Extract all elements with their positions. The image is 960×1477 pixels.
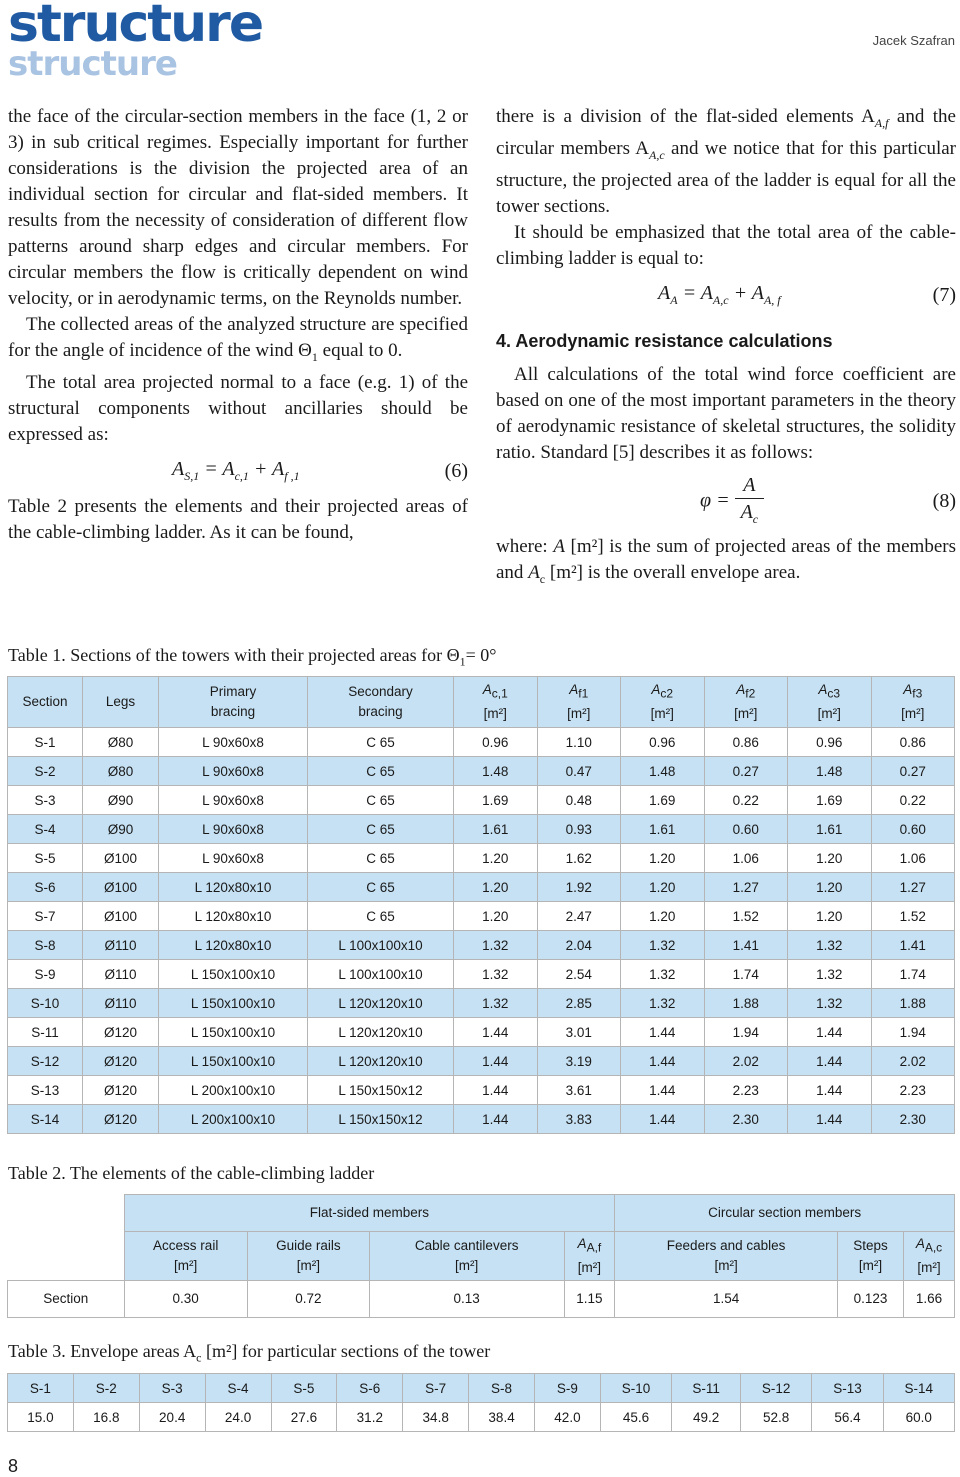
table-cell: 1.44 [454, 1047, 538, 1076]
table-row [8, 786, 955, 815]
table-cell: 1.15 [564, 1281, 615, 1318]
table-cell: S-13 [812, 1374, 883, 1403]
table-cell: Ø90 [83, 786, 159, 815]
table-cell: 1.20 [788, 873, 872, 902]
table-cell: S-8 [8, 931, 83, 960]
table-cell: Ø110 [83, 989, 159, 1018]
col-header: $A_{c3}$ [m²] [788, 677, 872, 728]
table-cell: 1.41 [704, 931, 788, 960]
logo-secondary: structure [8, 44, 177, 84]
table-cell: 0.72 [247, 1281, 369, 1318]
paragraph: there is a division of the flat-sided elements $A_{A,f}$ and the circular members $A_{A,c}$ and we notice that for this particular structure, the projected area of the ladder is equal for all the tower sections. [496, 106, 956, 217]
table-cell: 0.27 [871, 757, 955, 786]
paragraph: All calculations of the total wind force coefficient are based on one of the most important parameters in the theory of aerodynamic resistance of skeletal structures, the solidity ratio. Standard [5] describes it as follows: [496, 363, 956, 463]
table-cell: Ø110 [83, 931, 159, 960]
table-cell: 1.06 [871, 844, 955, 873]
table-cell: 1.44 [454, 1018, 538, 1047]
table-cell: 60.0 [883, 1403, 954, 1432]
table-cell: 1.52 [871, 902, 955, 931]
table-header-row [8, 1374, 955, 1403]
paragraph: The collected areas of the analyzed structure are specified for the angle of incidence of the wind $\Theta_1$ equal to 0. [8, 314, 468, 364]
table-cell: 49.2 [672, 1403, 741, 1432]
group-header-circular: Circular section members [615, 1195, 955, 1232]
table-cell: Ø100 [83, 902, 159, 931]
table3-caption: Table 3. Envelope areas $A_c$ [m²] for particular sections of the tower [8, 1341, 491, 1365]
table-cell: 0.27 [704, 757, 788, 786]
table-cell: C 65 [308, 844, 454, 873]
table-row [8, 873, 955, 902]
table-cell: L 120x80x10 [159, 931, 308, 960]
table-cell: 1.44 [621, 1047, 705, 1076]
table-row [8, 815, 955, 844]
table-row [8, 1403, 955, 1432]
table-cell: 0.13 [369, 1281, 564, 1318]
paragraph: Table 2 presents the elements and their projected areas of the cable-climbing ladder. As it can be found, [8, 495, 468, 543]
table-cell: 1.32 [788, 960, 872, 989]
table-cell: S-12 [8, 1047, 83, 1076]
col-header: Section [8, 677, 83, 728]
table-cell: 2.23 [871, 1076, 955, 1105]
section-heading: 4. Aerodynamic resistance calculations [496, 330, 833, 351]
table-cell: 38.4 [469, 1403, 535, 1432]
table-cell: 0.30 [124, 1281, 247, 1318]
table-cell: Ø100 [83, 873, 159, 902]
table2 [7, 1194, 955, 1318]
table-cell: 1.20 [621, 902, 705, 931]
table-row [8, 989, 955, 1018]
table-cell: 0.96 [621, 728, 705, 757]
table-cell: L 120x120x10 [308, 1018, 454, 1047]
logo-primary: structure [8, 0, 263, 54]
table-cell: 2.23 [704, 1076, 788, 1105]
col-header: Steps [m²] [837, 1232, 903, 1281]
table-cell: L 150x150x12 [308, 1105, 454, 1134]
table-cell: L 90x60x8 [159, 728, 308, 757]
table-cell: Ø100 [83, 844, 159, 873]
table-cell: 45.6 [600, 1403, 671, 1432]
table1-caption: Table 1. Sections of the towers with their projected areas for $\Theta_1= 0^\circ$ [8, 645, 497, 669]
table-cell: S-5 [8, 844, 83, 873]
table-cell: 1.20 [788, 844, 872, 873]
table-cell: 1.69 [788, 786, 872, 815]
table-cell: 1.32 [621, 989, 705, 1018]
table-cell: 0.86 [871, 728, 955, 757]
table-cell: S-4 [205, 1374, 271, 1403]
table-cell: 0.96 [454, 728, 538, 757]
table-cell: 3.61 [537, 1076, 621, 1105]
table-row [8, 960, 955, 989]
table-cell: S-3 [139, 1374, 205, 1403]
group-header-flat: Flat-sided members [124, 1195, 615, 1232]
table-cell: 1.44 [621, 1018, 705, 1047]
table-cell: S-7 [8, 902, 83, 931]
equation-number: (8) [932, 489, 956, 512]
table-cell: 1.20 [454, 844, 538, 873]
table-cell: 0.48 [537, 786, 621, 815]
table-cell: C 65 [308, 728, 454, 757]
table-cell: 0.86 [704, 728, 788, 757]
table3 [7, 1373, 955, 1432]
col-header: $A_{f3}$ [m²] [871, 677, 955, 728]
table-cell: 1.27 [871, 873, 955, 902]
table-cell: 3.19 [537, 1047, 621, 1076]
table-cell: S-8 [469, 1374, 535, 1403]
table-cell: 1.32 [621, 960, 705, 989]
equation-8: φ = $\frac{A}{A_c}$ (8) [700, 473, 956, 526]
table-cell: 1.44 [788, 1105, 872, 1134]
table-cell: Ø120 [83, 1105, 159, 1134]
table-cell: 1.20 [454, 873, 538, 902]
table-cell: 1.20 [454, 902, 538, 931]
table-cell: S-11 [8, 1018, 83, 1047]
table-cell: 0.123 [837, 1281, 903, 1318]
table-cell: 1.48 [454, 757, 538, 786]
table-cell: 1.61 [788, 815, 872, 844]
table-cell: 2.02 [871, 1047, 955, 1076]
table-cell: S-4 [8, 815, 83, 844]
col-header: Legs [83, 677, 159, 728]
journal-logo [8, 0, 278, 90]
table-cell: 34.8 [403, 1403, 469, 1432]
col-header: Primary bracing [159, 677, 308, 728]
table-row [8, 902, 955, 931]
table-cell: Ø90 [83, 815, 159, 844]
table-cell: 16.8 [73, 1403, 139, 1432]
equation-7: $A_A = A_{A,c} + A_{A, f}$ (7) [658, 281, 956, 307]
table-cell: 2.47 [537, 902, 621, 931]
paragraph: The total area projected normal to a face (e.g. 1) of the structural components without ancillaries should be expressed as: [8, 371, 468, 445]
col-header: $A_{f2}$ [m²] [704, 677, 788, 728]
table-cell: 1.44 [621, 1076, 705, 1105]
table-cell: 1.48 [788, 757, 872, 786]
table-row [8, 1105, 955, 1134]
table-cell: L 120x120x10 [308, 989, 454, 1018]
table-cell: 20.4 [139, 1403, 205, 1432]
table-cell: 1.44 [454, 1105, 538, 1134]
table-cell: L 90x60x8 [159, 786, 308, 815]
table-cell: 0.22 [704, 786, 788, 815]
table-cell: L 200x100x10 [159, 1076, 308, 1105]
table-cell: 56.4 [812, 1403, 883, 1432]
page-number: 8 [8, 1456, 19, 1476]
table-header-row [8, 677, 955, 728]
table-row [8, 1076, 955, 1105]
table-cell: S-14 [8, 1105, 83, 1134]
table-cell: 1.94 [871, 1018, 955, 1047]
table-cell: 15.0 [8, 1403, 74, 1432]
table-cell: S-5 [271, 1374, 337, 1403]
table-cell: L 150x100x10 [159, 989, 308, 1018]
paragraph: It should be emphasized that the total area of the cable-climbing ladder is equal to: [496, 221, 956, 269]
table-cell: C 65 [308, 786, 454, 815]
table-cell: 42.0 [535, 1403, 601, 1432]
table-cell: L 100x100x10 [308, 931, 454, 960]
table-cell: Ø120 [83, 1018, 159, 1047]
table-row [8, 757, 955, 786]
table-cell: 0.93 [537, 815, 621, 844]
table-cell: S-1 [8, 728, 83, 757]
table-cell: 1.32 [788, 931, 872, 960]
table2-caption: Table 2. The elements of the cable-climbing ladder [8, 1163, 375, 1183]
table-cell: 1.44 [788, 1076, 872, 1105]
table-cell: S-14 [883, 1374, 954, 1403]
table-cell: L 90x60x8 [159, 815, 308, 844]
table-cell: 1.61 [621, 815, 705, 844]
table-cell: 1.44 [788, 1018, 872, 1047]
table-row [8, 931, 955, 960]
table-cell: 1.94 [704, 1018, 788, 1047]
table-cell: 0.96 [788, 728, 872, 757]
table-cell: 1.48 [621, 757, 705, 786]
table-row [8, 1018, 955, 1047]
col-header: $A_{A,c}$ [m²] [904, 1232, 955, 1281]
table-cell: 1.92 [537, 873, 621, 902]
table-cell: 1.32 [788, 989, 872, 1018]
table-cell: 1.32 [454, 931, 538, 960]
left-column [8, 104, 468, 546]
table-cell: 1.10 [537, 728, 621, 757]
table-cell: S-12 [741, 1374, 812, 1403]
col-header: Access rail [m²] [124, 1232, 247, 1281]
table-cell: L 100x100x10 [308, 960, 454, 989]
col-header: Guide rails [m²] [247, 1232, 369, 1281]
table-cell: 24.0 [205, 1403, 271, 1432]
table-cell: S-2 [73, 1374, 139, 1403]
table-cell: 0.60 [871, 815, 955, 844]
table-cell: 0.47 [537, 757, 621, 786]
table-cell: S-10 [600, 1374, 671, 1403]
table-cell: 1.88 [704, 989, 788, 1018]
table-cell: 1.44 [788, 1047, 872, 1076]
table-cell: 1.74 [871, 960, 955, 989]
table-cell: 1.44 [621, 1105, 705, 1134]
table-cell: 52.8 [741, 1403, 812, 1432]
table-cell: 1.32 [454, 989, 538, 1018]
right-column [496, 104, 956, 591]
table-cell: S-1 [8, 1374, 74, 1403]
equation-number: (7) [932, 283, 956, 306]
table-cell: S-9 [535, 1374, 601, 1403]
col-header: Feeders and cables [m²] [615, 1232, 838, 1281]
equation-number: (6) [444, 459, 468, 482]
table-cell: 1.20 [788, 902, 872, 931]
table-cell: 1.62 [537, 844, 621, 873]
table-cell: L 150x100x10 [159, 1047, 308, 1076]
table-cell: L 150x150x12 [308, 1076, 454, 1105]
col-header: $A_{A,f}$ [m²] [564, 1232, 615, 1281]
table-cell: 2.04 [537, 931, 621, 960]
table-row [8, 1047, 955, 1076]
table1 [7, 676, 955, 1134]
table-cell: S-6 [337, 1374, 403, 1403]
table-cell: 1.54 [615, 1281, 838, 1318]
col-header: Cable cantilevers [m²] [369, 1232, 564, 1281]
table-cell: C 65 [308, 873, 454, 902]
table-cell: L 90x60x8 [159, 757, 308, 786]
table-row [8, 844, 955, 873]
table-cell: 1.06 [704, 844, 788, 873]
table-cell: S-7 [403, 1374, 469, 1403]
table-cell: C 65 [308, 815, 454, 844]
col-header: $A_{c,1}$ [m²] [454, 677, 538, 728]
table-cell: S-3 [8, 786, 83, 815]
table-cell: 1.44 [454, 1076, 538, 1105]
table-cell: Ø110 [83, 960, 159, 989]
table-cell: 31.2 [337, 1403, 403, 1432]
paragraph: where: A [m²] is the sum of projected areas of the members and $A_c$ [m²] is the overall envelope area. [496, 535, 956, 586]
equation-6: $A_{S,1} = A_{c,1} + A_{f ,1}$ (6) [172, 457, 468, 483]
table-cell: 2.30 [704, 1105, 788, 1134]
table-cell: L 120x80x10 [159, 902, 308, 931]
col-header: $A_{f1}$ [m²] [537, 677, 621, 728]
table-cell: 2.54 [537, 960, 621, 989]
table-cell: 0.22 [871, 786, 955, 815]
table-cell: 1.41 [871, 931, 955, 960]
table-cell: 1.32 [454, 960, 538, 989]
table-cell: 2.02 [704, 1047, 788, 1076]
table-cell: L 90x60x8 [159, 844, 308, 873]
table-cell: C 65 [308, 757, 454, 786]
table-cell: L 120x120x10 [308, 1047, 454, 1076]
table-cell: 1.74 [704, 960, 788, 989]
table-cell: C 65 [308, 902, 454, 931]
table-cell: 3.01 [537, 1018, 621, 1047]
table-cell: Ø80 [83, 757, 159, 786]
table-row [8, 728, 955, 757]
table-cell: L 200x100x10 [159, 1105, 308, 1134]
table-cell: 1.69 [454, 786, 538, 815]
table-cell: S-13 [8, 1076, 83, 1105]
col-header: $A_{c2}$ [m²] [621, 677, 705, 728]
table-cell: 0.60 [704, 815, 788, 844]
table-cell: L 120x80x10 [159, 873, 308, 902]
table-cell: L 150x100x10 [159, 1018, 308, 1047]
table-cell: S-2 [8, 757, 83, 786]
table-cell: 1.27 [704, 873, 788, 902]
table-cell: Ø120 [83, 1076, 159, 1105]
table-cell: 1.20 [621, 873, 705, 902]
row-label: Section [8, 1281, 125, 1318]
table-cell: 3.83 [537, 1105, 621, 1134]
table-cell: 1.61 [454, 815, 538, 844]
table-cell: 2.30 [871, 1105, 955, 1134]
table-cell: 27.6 [271, 1403, 337, 1432]
table-cell: 1.20 [621, 844, 705, 873]
author-name: Jacek Szafran [872, 33, 955, 48]
table-cell: 1.88 [871, 989, 955, 1018]
table-cell: Ø120 [83, 1047, 159, 1076]
col-header: Secondary bracing [308, 677, 454, 728]
table-cell: 1.66 [904, 1281, 955, 1318]
table-cell: S-11 [672, 1374, 741, 1403]
table-cell: S-9 [8, 960, 83, 989]
table-cell: S-10 [8, 989, 83, 1018]
table-cell: S-6 [8, 873, 83, 902]
table-cell: L 150x100x10 [159, 960, 308, 989]
table-cell: Ø80 [83, 728, 159, 757]
table-cell: 1.32 [621, 931, 705, 960]
table-cell: 1.52 [704, 902, 788, 931]
table-cell: 1.69 [621, 786, 705, 815]
paragraph: the face of the circular-section members in the face (1, 2 or 3) in sub critical regimes. Especially important for further considerations is the division the projected area of an individual section for circular and flat-sided members. It results from the necessity of consideration of different flow patterns around sharp edges and circular members. For circular members the flow is critically dependent on wind velocity, or in aerodynamic terms, on the Reynolds number. [8, 106, 468, 309]
table-cell: 2.85 [537, 989, 621, 1018]
table-row [8, 1281, 955, 1318]
